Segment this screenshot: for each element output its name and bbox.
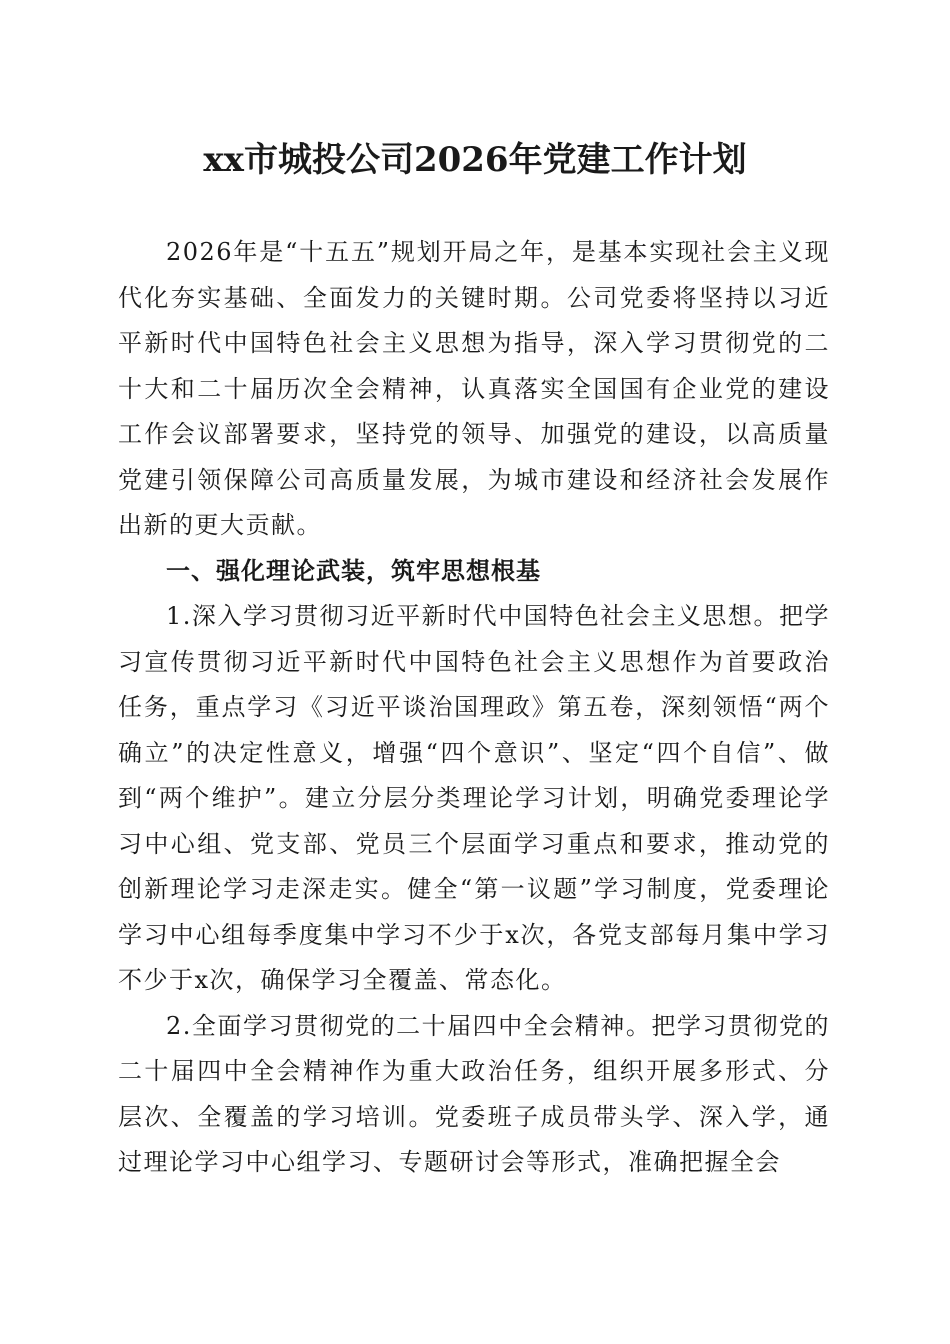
document-body bbox=[118, 230, 830, 1186]
section-heading-1: 一、强化理论武装，筑牢思想根基 bbox=[166, 556, 541, 585]
item-paragraph-1: 1.深入学习贯彻习近平新时代中国特色社会主义思想。把学习宣传贯彻习近平新时代中国特色社会主义思想作为首要政治任务，重点学习《习近平谈治国理政》第五卷，深刻领悟“两个确立”的决定性意义，增强“四个意识”、坚定“四个自信”、做到“两个维护”。建立分层分类理论学习计划，明确党委理论学习中心组、党支部、党员三个层面学习重点和要求，推动党的创新理论学习走深走实。健全“第一议题”学习制度，党委理论学习中心组每季度集中学习不少于x次，各党支部每月集中学习不少于x次，确保学习全覆盖、常态化。 bbox=[118, 602, 830, 994]
document-title: xx市城投公司2026年党建工作计划 bbox=[203, 140, 747, 180]
intro-paragraph: 2026年是“十五五”规划开局之年，是基本实现社会主义现代化夯实基础、全面发力的关键时期。公司党委将坚持以习近平新时代中国特色社会主义思想为指导，深入学习贯彻党的二十大和二十届历次全会精神，认真落实全国国有企业党的建设工作会议部署要求，坚持党的领导、加强党的建设，以高质量党建引领保障公司高质量发展，为城市建设和经济社会发展作出新的更大贡献。 bbox=[118, 238, 830, 539]
item-paragraph-2: 2.全面学习贯彻党的二十届四中全会精神。把学习贯彻党的二十届四中全会精神作为重大政治任务，组织开展多形式、分层次、全覆盖的学习培训。党委班子成员带头学、深入学，通过理论学习中心组学习、专题研讨会等形式，准确把握全会 bbox=[118, 1011, 830, 1176]
